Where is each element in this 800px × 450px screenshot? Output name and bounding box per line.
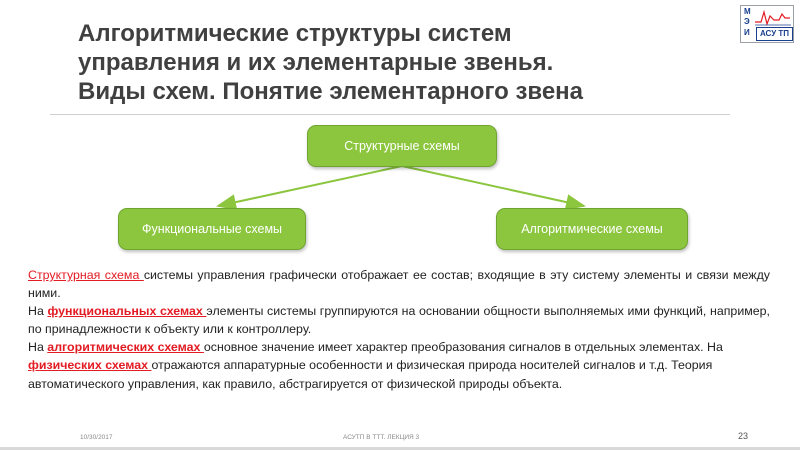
- paragraph-algorithmic-mid: основное значение имеет характер преобразования сигналов в отдельных элементах. На: [203, 340, 723, 355]
- logo-letter-e: Э: [744, 17, 750, 26]
- node-functional-schemes: Функциональные схемы: [118, 208, 306, 250]
- paragraph-algorithmic: [28, 338, 770, 392]
- paragraph-functional-prefix: На: [28, 304, 48, 319]
- paragraph-algorithmic-prefix: На: [28, 340, 48, 355]
- body-text: [28, 266, 770, 393]
- logo-letter-m: М: [744, 7, 751, 16]
- paragraph-structural: [28, 266, 770, 302]
- title-line-1: Алгоритмические структуры систем: [78, 20, 512, 47]
- title-line-2: управления и их элементарные звенья.: [78, 49, 554, 76]
- footer-date: 10/30/2017: [80, 434, 113, 441]
- arrow-to-algorithmic: [402, 166, 584, 206]
- paragraph-functional-text: элементы системы группируются на основании общности выполняемых ими функций, например, по принадлежности к объекту или к контроллеру.: [28, 304, 770, 337]
- paragraph-functional: [28, 302, 770, 338]
- page-number: 23: [738, 431, 749, 441]
- logo-letter-i: И: [744, 28, 750, 37]
- arrow-to-functional: [218, 166, 402, 206]
- term-physical-schemes: физических схемах: [28, 358, 152, 373]
- node-algorithmic-schemes: Алгоритмические схемы: [496, 208, 688, 250]
- paragraph-algorithmic-text: отражаются аппаратурные особенности и физическая природа носителей сигналов и т.д. Теория автоматического управления, как правило, абстрагируется от физической природы объекта.: [28, 358, 713, 391]
- footer-course: АСУТП В ТТТ. ЛЕКЦИЯ 3: [343, 434, 420, 441]
- term-structural-scheme: Структурная схема: [28, 268, 144, 282]
- paragraph-structural-text: системы управления графически отображает ее состав; входящие в эту систему элементы и связи между ними.: [28, 268, 770, 301]
- term-algorithmic-schemes: алгоритмических схемах: [47, 340, 204, 355]
- term-functional-schemes: функциональных схемах: [47, 304, 207, 319]
- title-line-3: Виды схем. Понятие элементарного звена: [78, 78, 584, 105]
- node-structural-schemes: Структурные схемы: [307, 125, 497, 167]
- logo-badge: АСУ ТП: [756, 27, 793, 41]
